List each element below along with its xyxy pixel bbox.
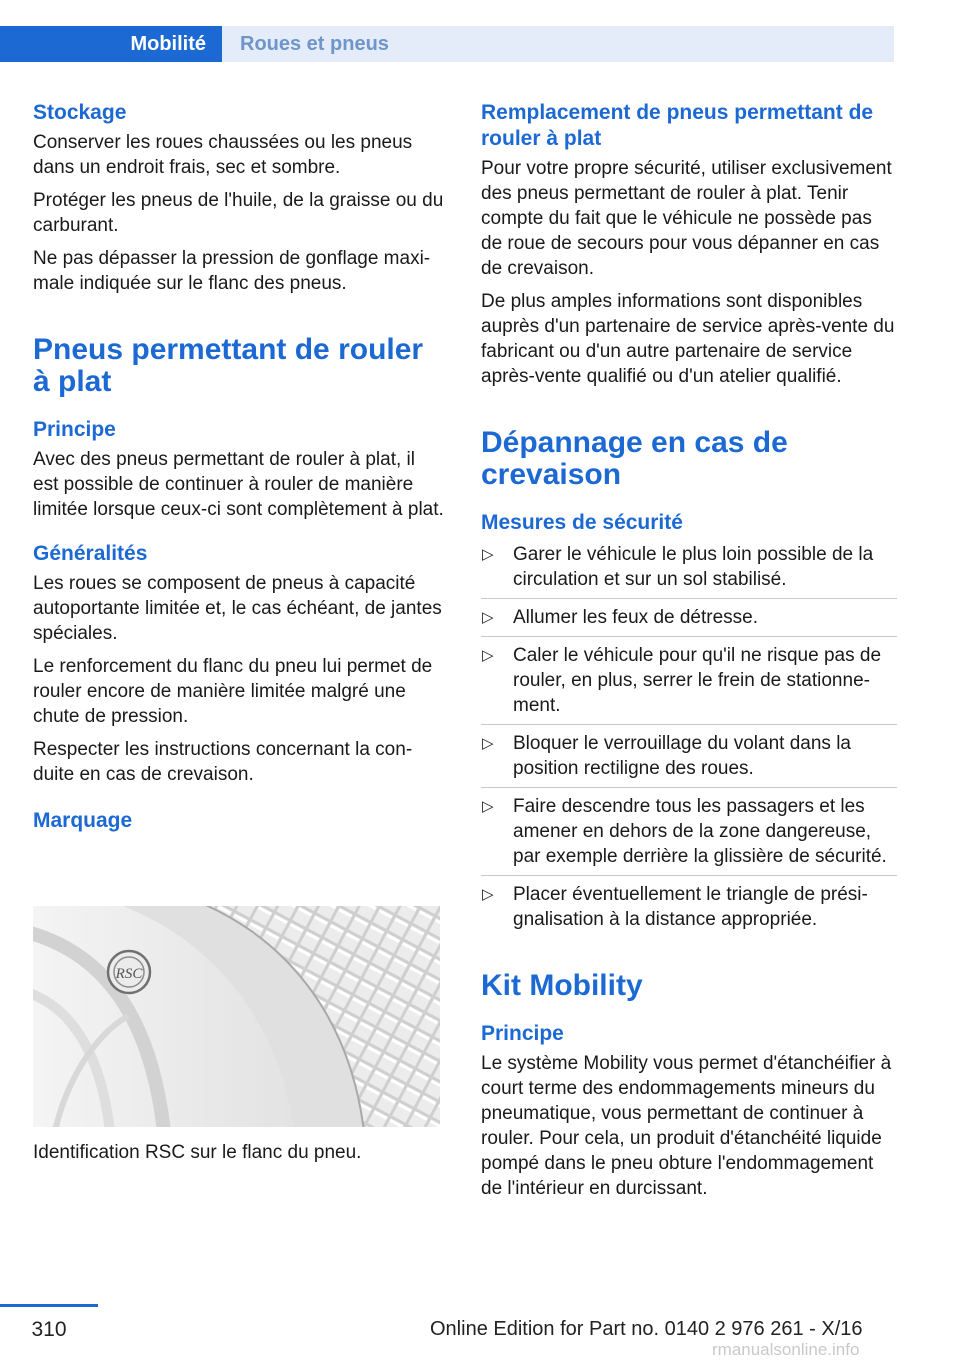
right-column bbox=[481, 100, 897, 1201]
storage-paragraph-2: Protéger les pneus de l'huile, de la graisse ou du carburant. bbox=[33, 190, 444, 236]
replacement-paragraph-2: De plus amples informations sont disponibles auprès d'un partenaire de service après-vente du fabricant ou d'un autre partenaire de service après-vente qualifié ou d'un atelier qualifié. bbox=[481, 291, 895, 387]
svg-text:RSC: RSC bbox=[115, 966, 143, 982]
safety-heading: Mesures de sécurité bbox=[481, 511, 683, 534]
safety-list bbox=[481, 542, 897, 932]
triangle-right-icon: ▷ bbox=[482, 546, 494, 563]
safety-item: ▷ Caler le véhicule pour qu'il ne risque pas de rouler, en plus, serrer le frein de stationnement. bbox=[481, 636, 897, 724]
marking-heading: Marquage bbox=[33, 809, 133, 832]
watermark: rmanualsonline.info bbox=[712, 1340, 860, 1359]
page-header bbox=[0, 0, 894, 62]
principle-heading: Principe bbox=[33, 418, 116, 441]
runflat-heading: Pneus permettant de rouler à plat bbox=[33, 333, 424, 398]
tab-roues-et-pneus: Roues et pneus bbox=[222, 26, 894, 62]
safety-item: ▷ Faire descendre tous les passagers et les amener en dehors de la zone dangereuse, par exemple derrière la glissière de sécurité. bbox=[481, 787, 897, 875]
footer-accent-bar bbox=[0, 1304, 98, 1307]
tab-mobilite: Mobilité bbox=[0, 26, 222, 62]
safety-item: ▷ Placer éventuellement le triangle de présignalisation à la distance appropriée. bbox=[481, 875, 897, 932]
triangle-right-icon: ▷ bbox=[482, 886, 494, 903]
storage-paragraph-1: Conserver les roues chaussées ou les pneus dans un endroit frais, sec et sombre. bbox=[33, 132, 413, 178]
triangle-right-icon: ▷ bbox=[482, 609, 494, 626]
principle-paragraph: Avec des pneus permettant de rouler à plat, il est possible de continuer à rouler de manière limitée lorsque ceux-ci sont complètement à plat. bbox=[33, 449, 444, 520]
general-heading: Généralités bbox=[33, 542, 148, 565]
mobility-heading: Kit Mobility bbox=[481, 969, 643, 1002]
tire-sidewall-drawing bbox=[33, 906, 440, 1127]
general-paragraph-3: Respecter les instructions concernant la conduite en cas de crevaison. bbox=[33, 739, 413, 785]
left-column bbox=[33, 100, 445, 834]
mobility-paragraph: Le système Mobility vous permet d'étanchéifier à court terme des endommagements mineurs du pneumatique, vous permettant de continuer à rouler. Pour cela, un produit d'étanchéité liquide pompé dans le pneu obture l'endommagement de l'intérieur en durcissant. bbox=[481, 1053, 892, 1199]
triangle-right-icon: ▷ bbox=[482, 735, 494, 752]
page-number: 310 bbox=[31, 1318, 67, 1341]
general-paragraph-1: Les roues se composent de pneus à capacité autoportante limitée et, le cas échéant, de jantes spéciales. bbox=[33, 573, 442, 644]
breakdown-heading: Dépannage en cas de crevaison bbox=[481, 426, 788, 491]
mobility-principle-heading: Principe bbox=[481, 1022, 564, 1045]
safety-item: ▷ Bloquer le verrouillage du volant dans la position rectiligne des roues. bbox=[481, 724, 897, 787]
storage-heading: Stockage bbox=[33, 101, 127, 124]
figure-caption: Identification RSC sur le flanc du pneu. bbox=[33, 1142, 362, 1163]
triangle-right-icon: ▷ bbox=[482, 647, 494, 664]
general-paragraph-2: Le renforcement du flanc du pneu lui permet de rouler encore de manière limitée malgré une chute de pression. bbox=[33, 656, 433, 727]
safety-item: ▷ Allumer les feux de détresse. bbox=[481, 598, 897, 636]
replacement-paragraph-1: Pour votre propre sécurité, utiliser exclusivement des pneus permettant de rouler à plat. Tenir compte du fait que le véhicule ne possède pas de roue de secours pour vous dépanner en cas de crevaison. bbox=[481, 158, 892, 279]
storage-paragraph-3: Ne pas dépasser la pression de gonflage maximale indiquée sur le flanc des pneus. bbox=[33, 248, 431, 294]
replacement-heading: Remplacement de pneus permettant de rouler à plat bbox=[481, 101, 874, 150]
safety-item: ▷ Garer le véhicule le plus loin possible de la circulation et sur un sol stabilisé. bbox=[482, 544, 874, 590]
rsc-tire-illustration bbox=[33, 906, 440, 1127]
edition-note: Online Edition for Part no. 0140 2 976 261 - X/16 bbox=[430, 1318, 863, 1340]
triangle-right-icon: ▷ bbox=[482, 798, 494, 815]
